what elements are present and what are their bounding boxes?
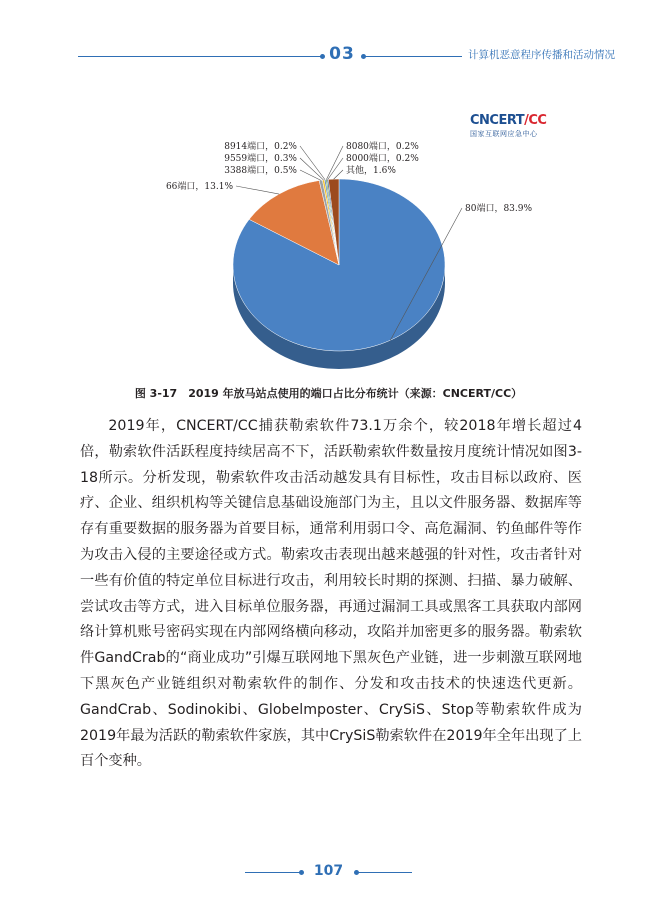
page-number: 107 [313,863,344,879]
slice-label: 80端口，83.9% [465,204,533,214]
slice-label: 8914端口，0.2% [224,142,297,152]
slice-label: 3388端口，0.5% [224,166,297,176]
body-paragraph: 2019年，CNCERT/CC捕获勒索软件73.1万余个，较2018年增长超过4倍，勒索软件活跃程度持续居高不下，活跃勒索软件数量按月度统计情况如图3-18所示。分析发现，勒索软件攻击活动越发具有目标性，攻击目标以政府、医疗、企业、组织机构等关键信息基础设施部门为主，且以文件服务器、数据库等存有重要数据的服务器为首要目标，通常利用弱口令、高危漏洞、钓鱼邮件等作为攻击入侵的主要途径或方式。勒索攻击表现出越来越强的针对性，攻击者针对一些有价值的特定单位目标进行攻击，利用较长时期的探测、扫描、暴力破解、尝试攻击等方式，进入目标单位服务器，再通过漏洞工具或黑客工具获取内部网络计算机账号密码实现在内部网络横向移动，攻陷并加密更多的服务器。勒索软件GandCrab的“商业成功”引爆互联网地下黑灰色产业链，进一步刺激互联网地下黑灰色产业链组织对勒索软件的制作、分发和攻击技术的快速迭代更新。GandCrab、Sodinokibi、Globelmposter、CrySiS、Stop等勒索软件成为2019年最为活跃的勒索软件家族，其中CrySiS勒索软件在2019年全年出现了上百个变种。 [80,418,582,770]
port-distribution-pie-chart [0,0,657,380]
leader-line [326,146,343,180]
leader-line [236,186,279,194]
slice-label: 8080端口，0.2% [346,142,419,152]
slice-label: 66端口，13.1% [165,182,233,192]
leader-line [300,170,321,180]
slice-label: 8000端口，0.2% [346,154,419,164]
chapter-number: 03 [329,44,355,64]
figure-caption: 图 3-17 2019 年放马站点使用的端口占比分布统计（来源：CNCERT/CC） [134,387,523,400]
body-text [80,414,582,775]
footer-rule-left [245,872,301,873]
slice-label: 其他，1.6% [346,166,396,176]
leader-line [334,170,343,179]
footer-rule-right [356,872,412,873]
slice-label: 9559端口，0.3% [224,154,297,164]
leader-line [300,146,325,180]
logo-wordmark: CNCERT/CC [470,113,547,128]
logo-subtitle: 国家互联网应急中心 [470,130,538,138]
chapter-title: 计算机恶意程序传播和活动情况 [468,49,615,61]
